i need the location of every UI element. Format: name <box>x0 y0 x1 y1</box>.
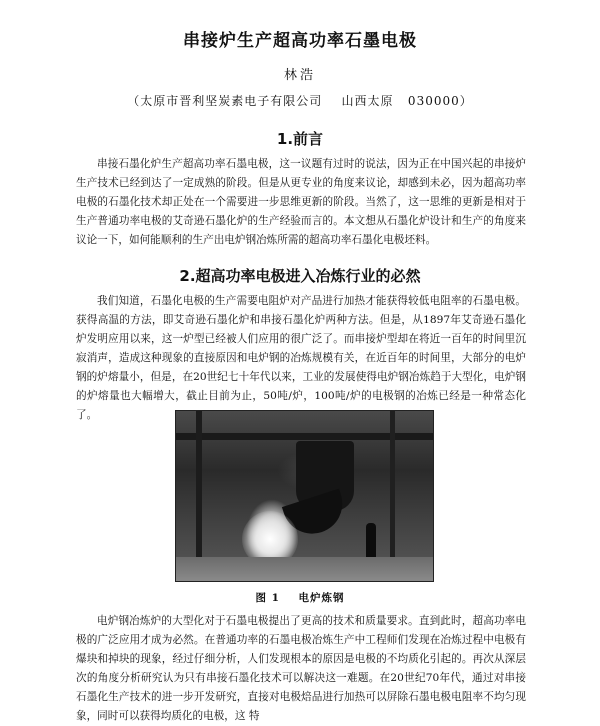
paper-title: 串接炉生产超高功率石墨电极 <box>183 31 417 51</box>
column-right <box>390 411 395 581</box>
column-left <box>196 411 202 581</box>
author-affiliation: （太原市晋利坚炭素电子有限公司 山西太原 030000） <box>127 94 473 108</box>
figure-caption: 图 1 电炉炼钢 <box>255 592 345 604</box>
section-heading-introduction: 1.前言 <box>276 130 324 148</box>
closing-paragraph: 电炉钢冶炼炉的大型化对于石墨电极提出了更高的技术和质量要求。直到此时，超高功率电极的广泛应用才成为必然。在普通功率的石墨电极冶炼生产中工程师们发现在冶炼过程中电极有爆块和掉块的现象，经过仔细分析，人们发现根本的原因是电极的不均质化引起的。再次从深层次的角度分析研究认为只有串接石墨化技术可以解决这一难题。在20世纪70年代，通过对串接石墨化生产技术的进一步开发研究，直接对电极焙品进行加热可以屏除石墨电极电阻率不均匀现象，同时可以获得均质化的电极，这 特 <box>76 615 526 722</box>
steelmaking-photo <box>175 410 434 582</box>
author-name: 林浩 <box>283 68 316 83</box>
worker-silhouette <box>366 523 376 557</box>
section-paragraph-necessity: 我们知道，石墨化电极的生产需要电阻炉对产品进行加热才能获得较低电阻率的石墨电极。获得高温的方法，即艾奇逊石墨化炉和串接石墨化炉两种方法。但是，从1897年艾奇逊石墨化炉发明应用以来，这一炉型已经被人们应用的很广泛了。而串接炉型却在将近一百年的时间里沉寂消声，造成这种现象的直接原因和电炉钢的冶炼规模有关，在近百年的时间里，大部分的电炉钢的炉熔量小，但是，在20世纪七十年代以来，工业的发展使得电炉钢冶炼趋于大型化，电炉钢的炉熔量也大幅增大，截止目前为止，50吨/炉，100吨/炉的电极钢的冶炼已经是一种常态化了。 <box>76 295 526 421</box>
section-paragraph-introduction: 串接石墨化炉生产超高功率石墨电极，这一议题有过时的说法，因为正在中国兴起的串接炉生产技术已经到达了一定成熟的阶段。但是从更专业的角度来议论，却感到未必，因为超高功率电极的石墨化技术却正处在一个需要进一步思维更新的阶段。当然了，这一思维的更新是相对于生产普通功率电极的艾奇逊石墨化炉的生产经验而言的。本文想从石墨化炉设计和生产的角度来议论一下，如何能顺利的生产出电炉钢冶炼所需的超高功率石墨化电极坯料。 <box>76 158 526 246</box>
furnace-floor <box>176 557 433 581</box>
section-heading-necessity: 2.超高功率电极进入冶炼行业的必然 <box>179 267 421 285</box>
